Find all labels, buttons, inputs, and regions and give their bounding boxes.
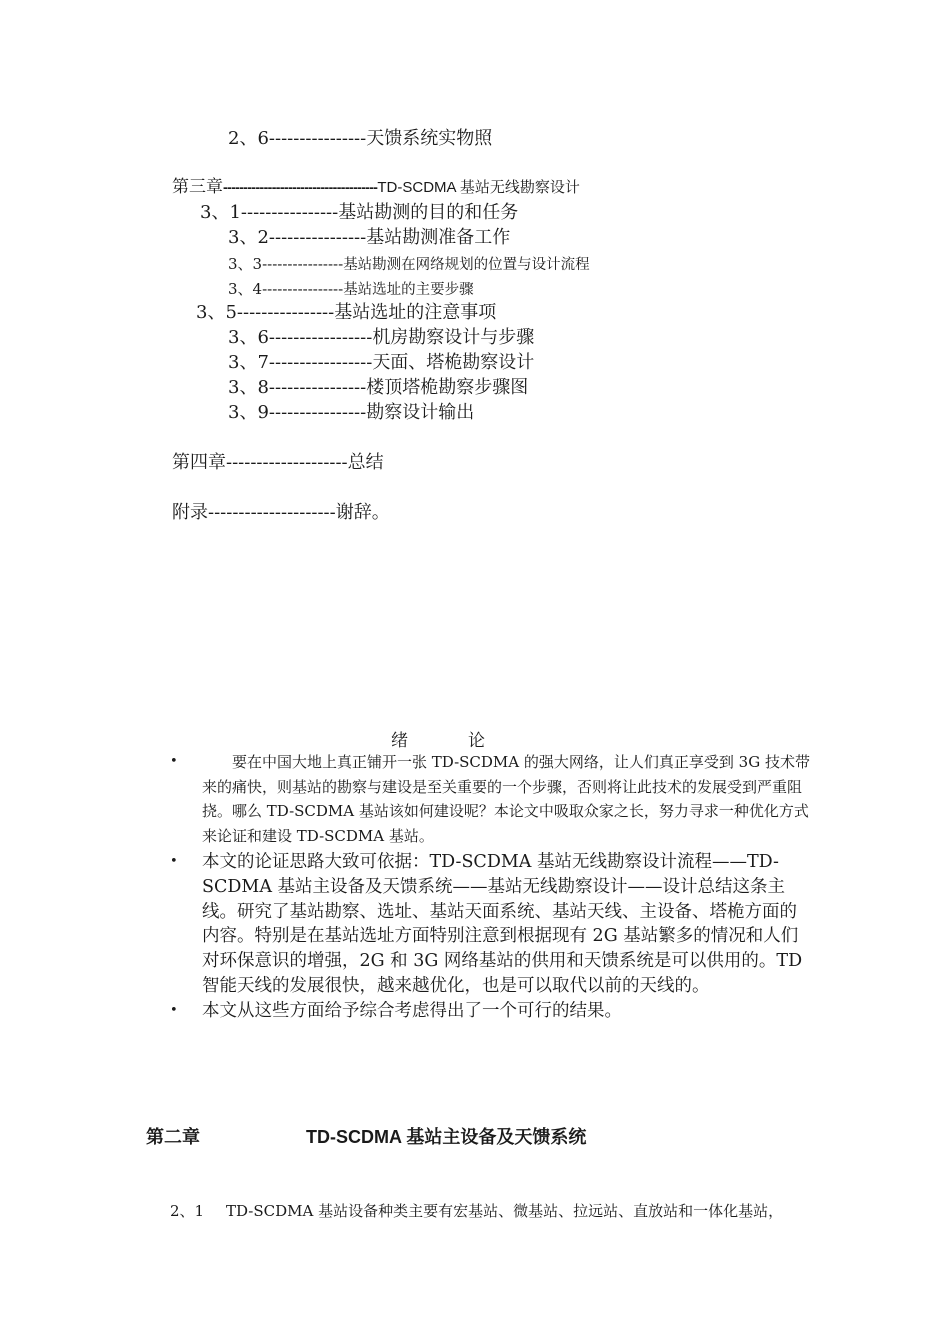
toc-number: 3、6 — [228, 327, 269, 348]
toc-number: 3、7 — [228, 352, 269, 373]
toc-leader: ---------------- — [262, 255, 344, 273]
chapter-label: 第二章 — [146, 1127, 200, 1147]
toc-title: 谢辞。 — [335, 502, 390, 523]
toc-number: 2、6 — [228, 128, 269, 149]
toc-number: 第四章 — [172, 452, 226, 473]
toc-title: 天馈系统实物照 — [366, 128, 493, 149]
toc-leader: ---------------- — [268, 402, 367, 423]
toc-number: 3、1 — [200, 202, 241, 223]
toc-title: 楼顶塔桅勘察步骤图 — [366, 377, 529, 398]
toc-line-chapter-3[interactable] — [172, 177, 580, 197]
toc-line-2-6[interactable] — [228, 128, 492, 150]
chapter-title: TD-SCDMA 基站主设备及天馈系统 — [306, 1127, 587, 1147]
bullet-text: 本文的论证思路大致可依据：TD-SCDMA 基站无线勘察设计流程——TD-SCDMA 基站主设备及天馈系统——基站无线勘察设计——设计总结这条主线。研究了基站勘察、选址、基站天面系统、基站天线、主设备、塔桅方面的内容。特别是在基站选址方面特别注意到根据现有 2G 基站繁多的情况和人们对环保意识的增强，2G 和 3G 网络基站的供用和天馈系统是可以供用的。TD 智能天线的发展很快，越来越优化，也是可以取代以前的天线的。 — [202, 852, 803, 996]
toc-leader: ---------------- — [268, 227, 367, 248]
toc-title: 勘察设计输出 — [366, 402, 475, 423]
paragraph-2-1 — [170, 1200, 783, 1221]
bullet-dot-icon: • — [170, 854, 178, 869]
toc-number: 3、4 — [228, 280, 263, 298]
toc-leader: --------------------- — [208, 502, 336, 523]
toc-line-3-5[interactable] — [196, 302, 496, 324]
toc-title: 基站勘测的目的和任务 — [338, 202, 519, 223]
toc-title: 基站勘测在网络规划的位置与设计流程 — [343, 257, 590, 273]
toc-line-3-7[interactable] — [228, 352, 534, 374]
toc-leader: ---------------- — [268, 377, 367, 398]
intro-heading: 绪论 — [391, 731, 545, 751]
bullet-text: 本文从这些方面给予综合考虑得出了一个可行的结果。 — [202, 1000, 622, 1021]
toc-line-3-9[interactable] — [228, 402, 474, 424]
toc-line-3-2[interactable] — [228, 227, 510, 249]
toc-line-chapter-4[interactable] — [172, 452, 384, 474]
toc-line-3-4[interactable] — [228, 279, 474, 299]
toc-title: 基站选址的主要步骤 — [343, 282, 474, 298]
toc-leader: -------------------------------------- — [223, 179, 378, 195]
list-item — [170, 850, 810, 999]
toc-number: 3、5 — [196, 302, 237, 323]
paragraph-text: TD-SCDMA 基站设备种类主要有宏基站、微基站、拉远站、直放站和一体化基站， — [226, 1202, 784, 1220]
toc-title: TD-SCDMA 基站无线勘察设计 — [377, 179, 580, 196]
toc-leader: ---------------- — [262, 280, 344, 298]
toc-title: 天面、塔桅勘察设计 — [372, 352, 535, 373]
toc-leader: ---------------- — [236, 302, 335, 323]
toc-number: 3、8 — [228, 377, 269, 398]
chapter-2-heading — [146, 1123, 587, 1149]
list-item — [170, 999, 810, 1024]
paragraph-number: 2、1 — [170, 1202, 205, 1220]
bullet-dot-icon: • — [170, 754, 178, 769]
toc-line-appendix[interactable] — [172, 502, 390, 524]
toc-leader: ----------------- — [268, 352, 373, 373]
toc-line-3-3[interactable] — [228, 254, 590, 274]
list-item — [170, 750, 810, 848]
intro-bullet-list — [170, 750, 810, 1024]
toc-line-3-6[interactable] — [228, 327, 534, 349]
toc-title: 总结 — [347, 452, 384, 473]
toc-title: 基站选址的注意事项 — [334, 302, 497, 323]
toc-number: 第三章 — [172, 177, 223, 197]
toc-number: 3、2 — [228, 227, 269, 248]
toc-line-3-8[interactable] — [228, 377, 528, 399]
toc-leader: ----------------- — [268, 327, 373, 348]
toc-number: 附录 — [172, 502, 208, 523]
bullet-dot-icon: • — [170, 1002, 178, 1018]
toc-title: 机房勘察设计与步骤 — [372, 327, 535, 348]
toc-line-3-1[interactable] — [200, 202, 518, 224]
toc-number: 3、9 — [228, 402, 269, 423]
toc-leader: ---------------- — [240, 202, 339, 223]
bullet-text: 要在中国大地上真正铺开一张 TD-SCDMA 的强大网络，让人们真正享受到 3G 技术带来的痛快，则基站的勘察与建设是至关重要的一个步骤，否则将让此技术的发展受到严重阻挠。哪么 TD-SCDMA 基站该如何建设呢？本论文中吸取众家之长，努力寻求一种优化方式来论证和建设 TD-SCDMA 基站。 — [202, 753, 810, 845]
toc-leader: ---------------- — [268, 128, 367, 149]
toc-leader: -------------------- — [226, 452, 348, 473]
toc-title: 基站勘测准备工作 — [366, 227, 511, 248]
toc-number: 3、3 — [228, 255, 263, 273]
